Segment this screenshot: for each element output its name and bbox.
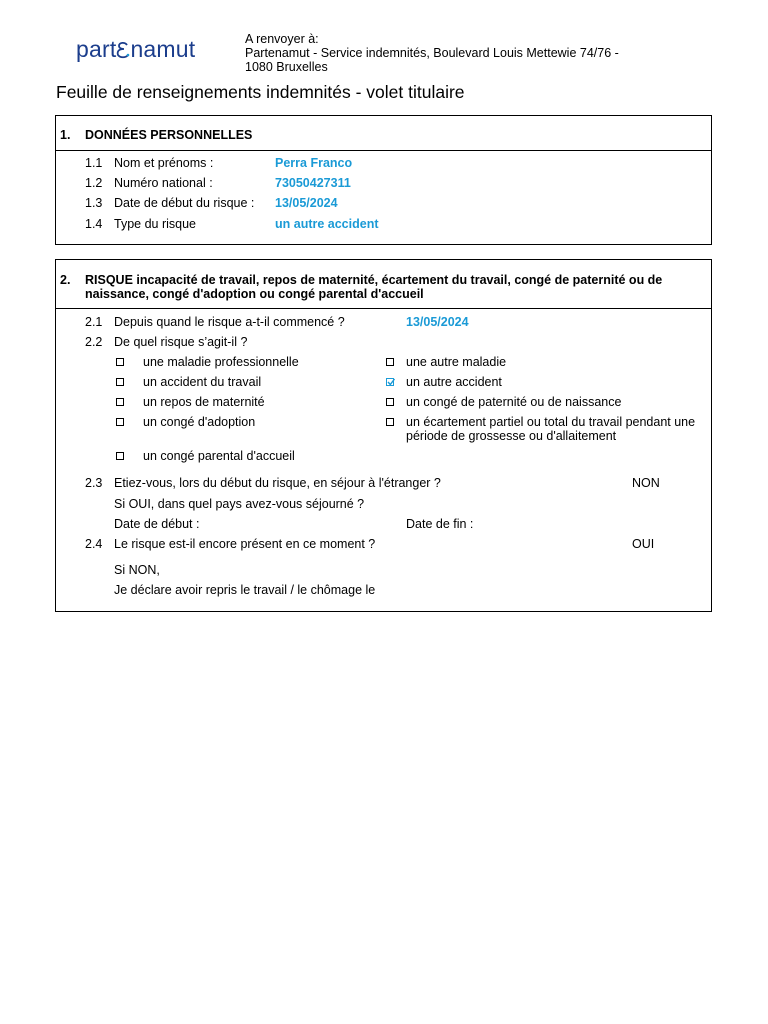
option-other-accident: un autre accident xyxy=(406,375,502,389)
checkbox-work-accident[interactable] xyxy=(116,378,124,386)
row-1-1-number: 1.1 xyxy=(85,156,103,170)
section-1-header xyxy=(56,116,711,151)
abroad-answer: NON xyxy=(632,476,660,490)
q-2-1-label: Depuis quand le risque a-t-il commencé ? xyxy=(114,315,345,329)
section-2-title: RISQUE incapacité de travail, repos de maternité, écartement du travail, congé de paternité ou de naissance, congé d'adoption ou congé parental d'accueil xyxy=(85,273,663,301)
checkbox-other-disease[interactable] xyxy=(386,358,394,366)
option-parental-foster-leave: un congé parental d'accueil xyxy=(143,449,295,463)
partenamut-logo xyxy=(76,36,195,63)
logo-text-2: namut xyxy=(130,36,196,62)
risk-start-date-value: 13/05/2024 xyxy=(275,196,338,210)
row-1-2-number: 1.2 xyxy=(85,176,103,190)
section-personal-data xyxy=(55,115,712,245)
return-address xyxy=(245,32,619,74)
row-1-4-label: Type du risque xyxy=(114,217,196,231)
section-risk xyxy=(55,259,712,612)
resumed-work-statement: Je déclare avoir repris le travail / le chômage le xyxy=(114,583,376,597)
document-title: Feuille de renseignements indemnités - volet titulaire xyxy=(56,82,465,102)
option-adoption-leave: un congé d'adoption xyxy=(143,415,256,429)
risk-type-value: un autre accident xyxy=(275,217,379,231)
national-number-value: 73050427311 xyxy=(275,176,351,190)
q-2-2-label: De quel risque s’agit-il ? xyxy=(114,335,248,349)
checkbox-other-accident[interactable] xyxy=(386,378,394,386)
section-2-header xyxy=(56,260,711,309)
section-1-number: 1. xyxy=(60,128,71,142)
checkbox-paternity-leave[interactable] xyxy=(386,398,394,406)
checkbox-parental-foster-leave[interactable] xyxy=(116,452,124,460)
q-2-3-number: 2.3 xyxy=(85,476,103,490)
risk-start-value: 13/05/2024 xyxy=(406,315,469,329)
option-pregnancy-removal: un écartement partiel ou total du travail pendant une période de grossesse ou d'allaitement xyxy=(406,415,696,443)
checkbox-adoption-leave[interactable] xyxy=(116,418,124,426)
checkmark-icon xyxy=(386,377,396,387)
q-2-3-label: Etiez-vous, lors du début du risque, en séjour à l'étranger ? xyxy=(114,476,441,490)
address-line-1: Partenamut - Service indemnités, Boulevard Louis Mettewie 74/76 - xyxy=(245,46,619,60)
section-2-number: 2. xyxy=(60,273,71,287)
option-paternity-leave: un congé de paternité ou de naissance xyxy=(406,395,622,409)
name-value: Perra Franco xyxy=(275,156,353,170)
address-line-2: 1080 Bruxelles xyxy=(245,60,328,74)
option-other-disease: une autre maladie xyxy=(406,355,507,369)
if-no-label: Si NON, xyxy=(114,563,160,577)
checkbox-maternity-leave[interactable] xyxy=(116,398,124,406)
risk-present-answer: OUI xyxy=(632,537,655,551)
end-date-label: Date de fin : xyxy=(406,517,474,531)
q-2-4-number: 2.4 xyxy=(85,537,103,551)
return-label: A renvoyer à: xyxy=(245,32,319,46)
row-1-2-label: Numéro national : xyxy=(114,176,213,190)
logo-ampersand-icon xyxy=(116,41,130,59)
row-1-1-label: Nom et prénoms : xyxy=(114,156,214,170)
checkbox-occupational-disease[interactable] xyxy=(116,358,124,366)
q-2-2-number: 2.2 xyxy=(85,335,103,349)
q-2-1-number: 2.1 xyxy=(85,315,103,329)
q-2-4-label: Le risque est-il encore présent en ce moment ? xyxy=(114,537,376,551)
option-maternity-leave: un repos de maternité xyxy=(143,395,265,409)
checkbox-pregnancy-removal[interactable] xyxy=(386,418,394,426)
row-1-3-label: Date de début du risque : xyxy=(114,196,255,210)
option-work-accident: un accident du travail xyxy=(143,375,262,389)
row-1-3-number: 1.3 xyxy=(85,196,103,210)
start-date-label: Date de début : xyxy=(114,517,200,531)
option-occupational-disease: une maladie professionnelle xyxy=(143,355,299,369)
row-1-4-number: 1.4 xyxy=(85,217,103,231)
country-question: Si OUI, dans quel pays avez-vous séjourné ? xyxy=(114,497,365,511)
logo-text-1: part xyxy=(76,36,117,62)
section-1-title: DONNÉES PERSONNELLES xyxy=(85,128,253,142)
